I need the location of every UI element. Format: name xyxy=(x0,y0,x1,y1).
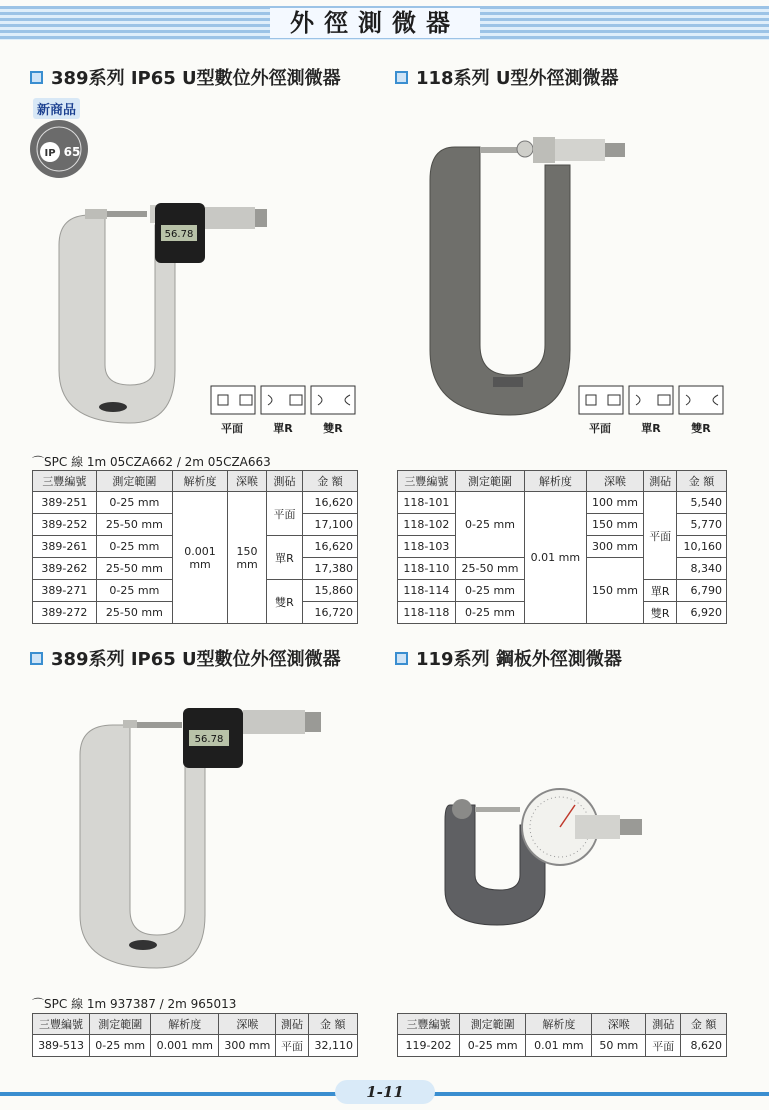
col-anvil: 測砧 xyxy=(267,471,303,492)
table-header-row: 三豐編號 測定範圍 解析度 深喉 測砧 金 額 xyxy=(398,1014,727,1035)
table-header-row: 三豐編號 測定範圍 解析度 深喉 測砧 金 額 xyxy=(33,1014,358,1035)
table-row: 389-252 25-50 mm 17,100 xyxy=(33,514,358,536)
shape-label-flat: 平面 xyxy=(221,422,243,435)
col-code: 三豐編號 xyxy=(33,471,97,492)
section-title: 119系列 鋼板外徑測微器 xyxy=(416,649,622,670)
section-heading-389b xyxy=(30,645,341,671)
table-row: 119-202 0-25 mm 0.01 mm 50 mm 平面 8,620 xyxy=(398,1035,727,1057)
micrometer-389-deep-illustration xyxy=(75,700,345,980)
micrometer-119-illustration xyxy=(435,765,650,935)
table-row: 389-271 0-25 mm 雙R 15,860 xyxy=(33,580,358,602)
table-389-513 xyxy=(32,1013,358,1057)
cable-icon: ⌒ xyxy=(32,997,45,1011)
section-title: 389系列 IP65 U型數位外徑測微器 xyxy=(51,68,341,89)
table-118-series xyxy=(397,470,727,624)
table-row: 118-118 0-25 mm 雙R 6,920 xyxy=(398,602,727,624)
shape-label-single-r: 單R xyxy=(641,422,661,435)
spc-text: SPC 線 1m 05CZA662 / 2m 05CZA663 xyxy=(44,455,271,469)
page-title: 外徑測微器 xyxy=(290,9,460,37)
shape-label-flat: 平面 xyxy=(589,422,611,435)
col-depth: 深喉 xyxy=(228,471,267,492)
section-heading-119 xyxy=(395,645,622,671)
spc-cable-note xyxy=(32,995,236,1012)
table-row: 118-101 0-25 mm 0.01 mm 100 mm 平面 5,540 xyxy=(398,492,727,514)
table-row: 389-262 25-50 mm 17,380 xyxy=(33,558,358,580)
anvil-shape-diagrams xyxy=(210,385,358,417)
shape-label-double-r: 雙R xyxy=(323,422,343,435)
section-heading-118 xyxy=(395,64,618,90)
table-row: 118-102 150 mm 5,770 xyxy=(398,514,727,536)
ip65-seal-icon xyxy=(28,118,90,180)
bullet-square-icon xyxy=(30,71,43,84)
ip-rating-text: 65 xyxy=(63,145,81,159)
svg-text:56.78: 56.78 xyxy=(164,229,194,240)
table-119-202 xyxy=(397,1013,727,1057)
spc-text: SPC 線 1m 937387 / 2m 965013 xyxy=(44,997,237,1011)
section-title: 118系列 U型外徑測微器 xyxy=(416,68,619,89)
micrometer-118-illustration xyxy=(425,135,645,420)
new-product-badge: 新商品 xyxy=(33,98,80,119)
anvil-shape-diagrams xyxy=(578,385,726,417)
bullet-square-icon xyxy=(395,71,408,84)
col-resolution: 解析度 xyxy=(173,471,228,492)
table-row: 389-251 0-25 mm 0.001 mm 150 mm 平面 16,620 xyxy=(33,492,358,514)
section-heading-389a xyxy=(30,64,341,90)
shape-label-double-r: 雙R xyxy=(691,422,711,435)
page-number: 1-11 xyxy=(335,1080,435,1104)
col-range: 測定範圍 xyxy=(96,471,172,492)
bullet-square-icon xyxy=(30,652,43,665)
cable-icon: ⌒ xyxy=(32,455,45,469)
table-row: 389-261 0-25 mm 單R 16,620 xyxy=(33,536,358,558)
col-price: 金 額 xyxy=(302,471,357,492)
table-row: 118-110 25-50 mm 150 mm 8,340 xyxy=(398,558,727,580)
svg-text:56.78: 56.78 xyxy=(194,734,224,745)
table-row: 118-114 0-25 mm 單R 6,790 xyxy=(398,580,727,602)
bullet-square-icon xyxy=(395,652,408,665)
section-title: 389系列 IP65 U型數位外徑測微器 xyxy=(51,649,341,670)
table-header-row: 三豐編號 測定範圍 解析度 深喉 測砧 金 額 xyxy=(398,471,727,492)
spc-cable-note xyxy=(32,453,271,470)
table-row: 118-103 300 mm 10,160 xyxy=(398,536,727,558)
shape-label-single-r: 單R xyxy=(273,422,293,435)
table-row: 389-513 0-25 mm 0.001 mm 300 mm 平面 32,110 xyxy=(33,1035,358,1057)
table-389-series xyxy=(32,470,358,624)
table-header-row xyxy=(33,471,358,492)
page-header xyxy=(0,0,769,46)
svg-text:IP: IP xyxy=(44,148,56,159)
table-row: 389-272 25-50 mm 16,720 xyxy=(33,602,358,624)
